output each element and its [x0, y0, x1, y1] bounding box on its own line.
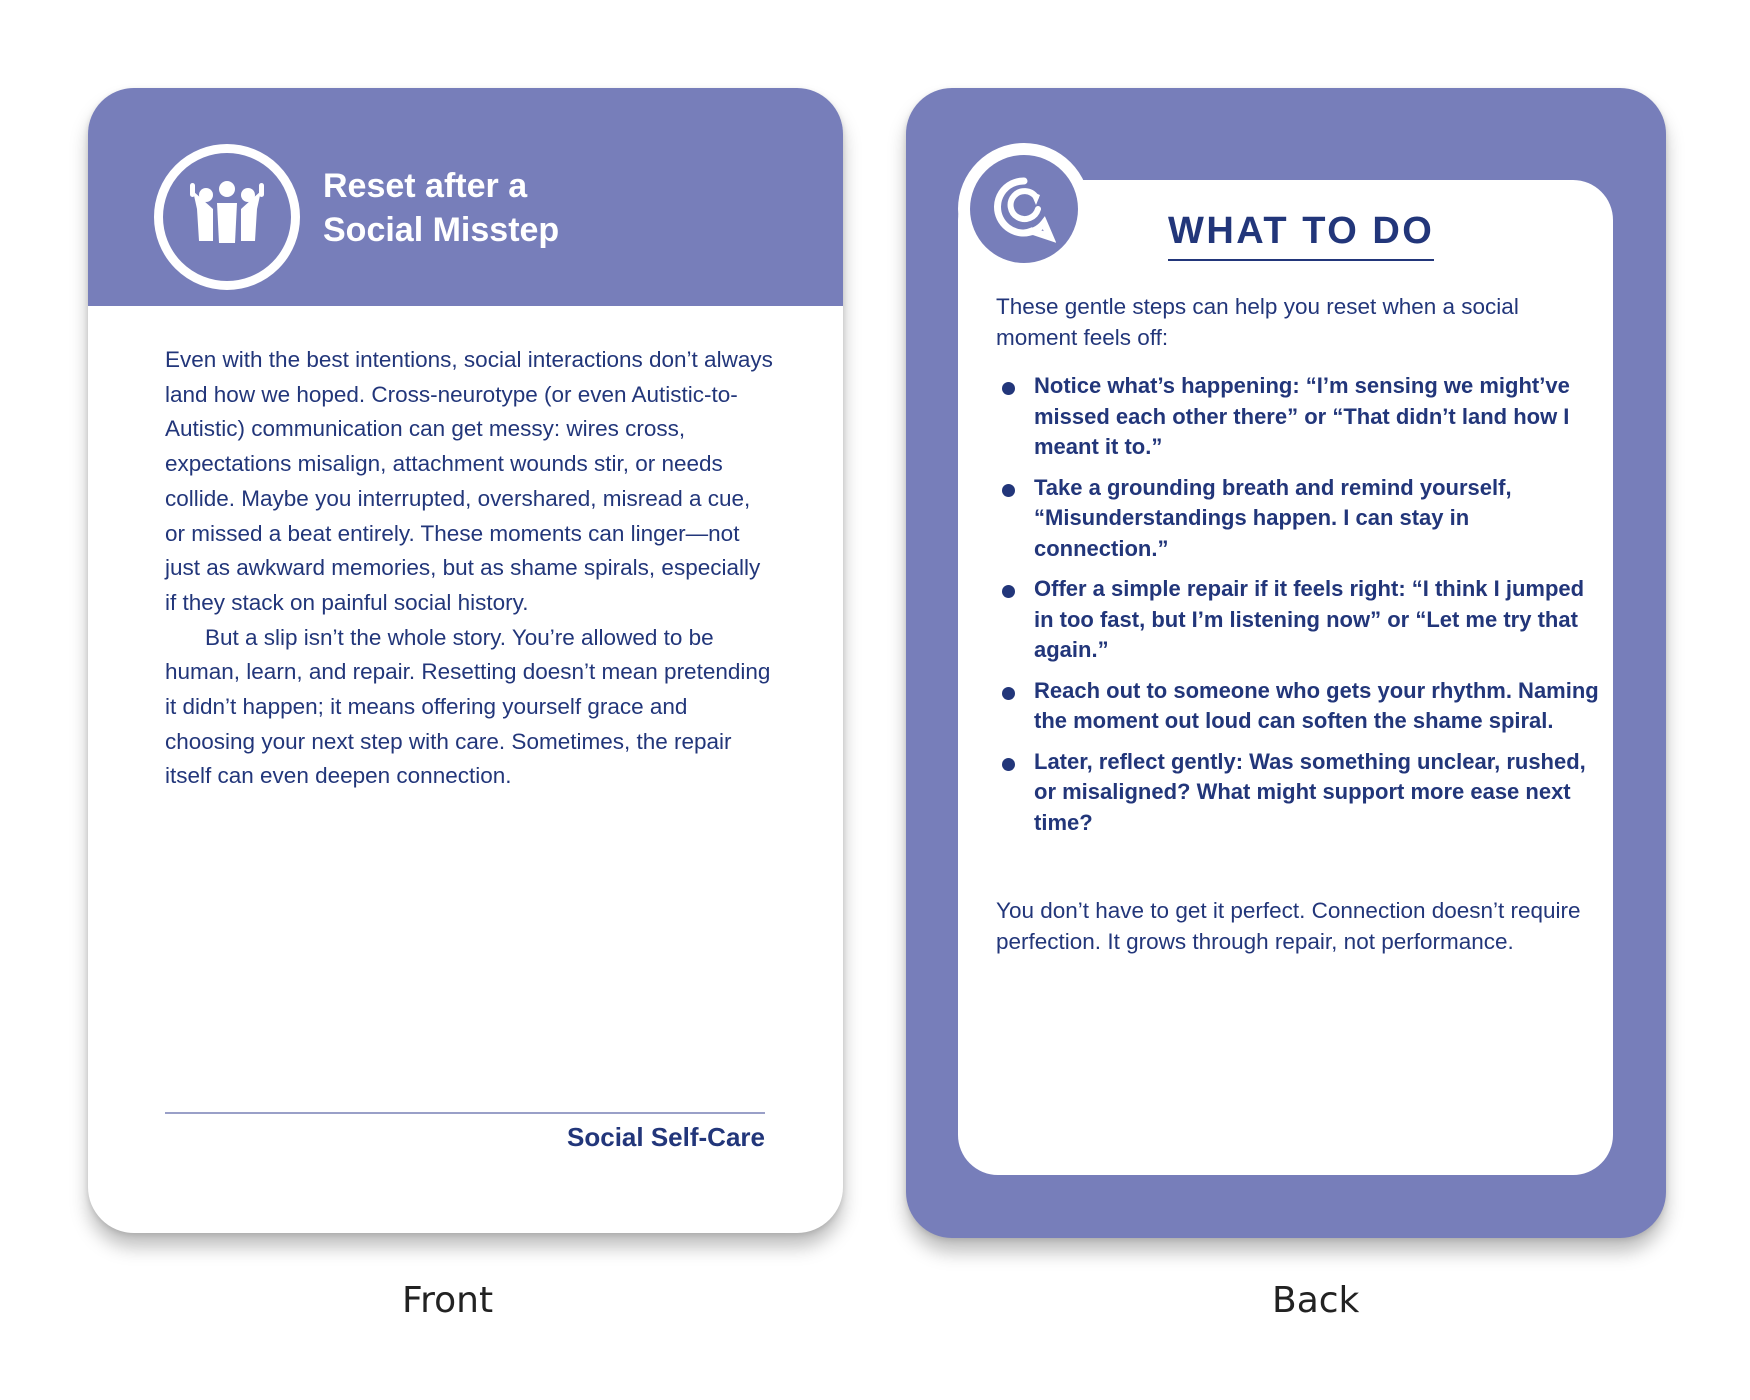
bullet-icon	[1002, 687, 1015, 700]
list-item: Offer a simple repair if it feels right: “I think I jumped in too fast, but I’m listening now” or “Let me try that again.”	[996, 574, 1601, 666]
back-card-outro: You don’t have to get it perfect. Connection doesn’t require perfection. It grows through repair, not performance.	[996, 898, 1581, 954]
category-label: Social Self-Care	[567, 1122, 765, 1152]
bullet-icon	[1002, 382, 1015, 395]
steps-list	[996, 371, 1601, 848]
front-paragraph-2: But a slip isn’t the whole story. You’re allowed to be human, learn, and repair. Resetting doesn’t mean pretending it didn’t happen; it means offering yourself grace and choosing your next step with care. Sometimes, the repair itself can even deepen connection.	[165, 624, 771, 789]
divider	[165, 1112, 765, 1114]
bullet-icon	[1002, 758, 1015, 771]
bullet-icon	[1002, 585, 1015, 598]
front-card-body	[165, 343, 775, 794]
list-item: Reach out to someone who gets your rhythm. Naming the moment out loud can soften the shame spiral.	[996, 676, 1601, 737]
list-item: Later, reflect gently: Was something unclear, rushed, or misaligned? What might support more ease next time?	[996, 747, 1601, 839]
refresh-speech-bubble-icon	[958, 143, 1090, 275]
back-card-intro: These gentle steps can help you reset when a social moment feels off:	[996, 294, 1519, 350]
front-card	[88, 88, 843, 1233]
back-card	[906, 88, 1666, 1238]
front-card-title: Reset after a Social Misstep	[323, 167, 560, 249]
back-card-title: WHAT TO DO	[1168, 210, 1434, 261]
list-item: Notice what’s happening: “I’m sensing we might’ve missed each other there” or “That didn’t land how I meant it to.”	[996, 371, 1601, 463]
front-caption: Front	[402, 1280, 494, 1321]
list-item: Take a grounding breath and remind yourself, “Misunderstandings happen. I can stay in connection.”	[996, 473, 1601, 565]
group-of-people-icon	[154, 144, 300, 290]
bullet-icon	[1002, 484, 1015, 497]
front-paragraph-1: Even with the best intentions, social interactions don’t always land how we hoped. Cross-neurotype (or even Autistic-to-Autistic) communication can get messy: wires cross, expectations misalign, attachment wounds stir, or needs collide. Maybe you interrupted, overshared, misread a cue, or missed a beat entirely. These moments can linger—not just as awkward memories, but as shame spirals, especially if they stack on painful social history.	[165, 347, 773, 615]
back-caption: Back	[1272, 1280, 1360, 1321]
front-card-header	[88, 88, 843, 306]
